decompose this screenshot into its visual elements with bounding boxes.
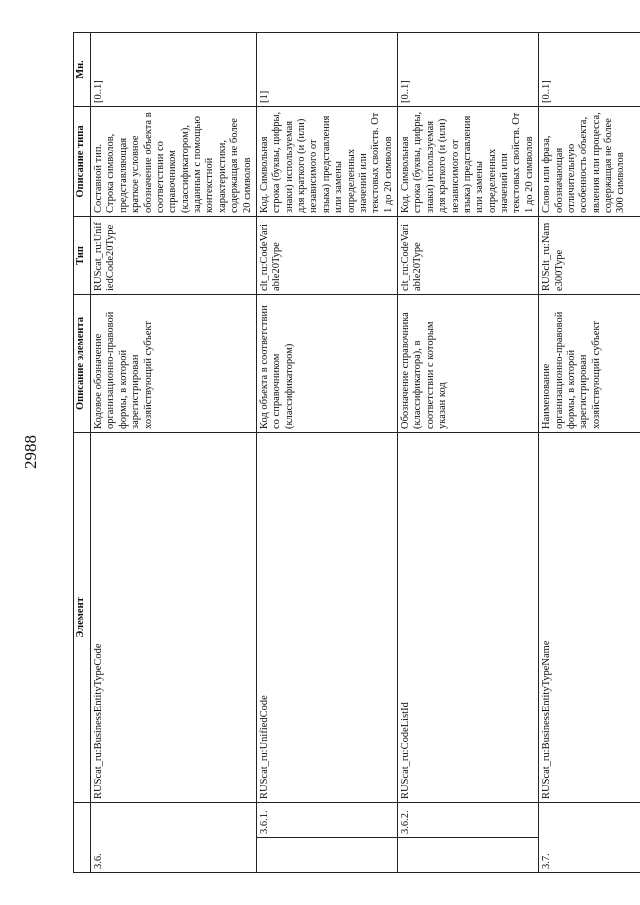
row-number: 3.6. [91, 803, 257, 873]
specification-table [73, 32, 640, 873]
header-type-description: Описание типа [74, 107, 91, 217]
element-name: RUScat_ru:BusinessEntityTypeName [539, 433, 640, 803]
element-name: RUScat_ru:UnifiedCode [256, 433, 397, 803]
element-name: RUScat_ru:BusinessEntityTypeCode [91, 433, 257, 803]
type-name: clt_ru:CodeVariable20Type [398, 217, 539, 295]
table-row [398, 33, 539, 873]
type-description: Слово или фраза, обозначающая отличительную особенность объекта, явления или процесса, содержащая не более 300 символов [539, 107, 640, 217]
element-description: Код объекта в соответствии со справочником (классификатором) [256, 295, 397, 433]
row-subnumber: 3.6.1. [256, 803, 397, 838]
row-number-empty [256, 838, 397, 873]
table-header-row [74, 33, 91, 873]
cardinality: [1] [256, 33, 397, 107]
header-element-description: Описание элемента [74, 295, 91, 433]
type-name: RUScat_ru:UnifiedCode20Type [91, 217, 257, 295]
element-description: Кодовое обозначение организационно-правовой формы, в которой зарегистрирован хозяйствующий субъект [91, 295, 257, 433]
type-description: Составной тип. Строка символов, представляющая краткое условное обозначение объекта в соответствии со справочником (классификатором), заданным с помощью контекстной характеристики, содержащая не более 20 символов [91, 107, 257, 217]
row-subnumber: 3.6.2. [398, 803, 539, 838]
type-name: RUSclt_ru:Name300Type [539, 217, 640, 295]
element-description: Обозначение справочника (классификатора), в соответствии с которым указан код [398, 295, 539, 433]
table-row [91, 33, 257, 873]
header-element: Элемент [74, 433, 91, 803]
cardinality: [0..1] [91, 33, 257, 107]
header-number [74, 803, 91, 873]
row-number: 3.7. [539, 803, 640, 873]
specification-table-container [73, 33, 627, 873]
element-name: RUScat_ru:CodeListId [398, 433, 539, 803]
element-description: Наименование организационно-правовой формы, в которой зарегистрирован хозяйствующий субъект [539, 295, 640, 433]
cardinality: [0..1] [398, 33, 539, 107]
type-description: Код. Символьная строка (буквы, цифры, знаки) используемая для краткого (и (или) независимого от языка) представления или замены определенных значений или текстовых свойств. От 1 до 20 символов [398, 107, 539, 217]
page-number: 2988 [21, 435, 40, 469]
type-description: Код. Символьная строка (буквы, цифры, знаки) используемая для краткого (и (или) независимого от языка) представления или замены определенных значений или текстовых свойств. От 1 до 20 символов [256, 107, 397, 217]
row-number-empty [398, 838, 539, 873]
cardinality: [0..1] [539, 33, 640, 107]
header-cardinality: Мн. [74, 33, 91, 107]
table-row [539, 33, 640, 873]
header-type: Тип [74, 217, 91, 295]
table-row [256, 33, 397, 873]
type-name: clt_ru:CodeVariable20Type [256, 217, 397, 295]
